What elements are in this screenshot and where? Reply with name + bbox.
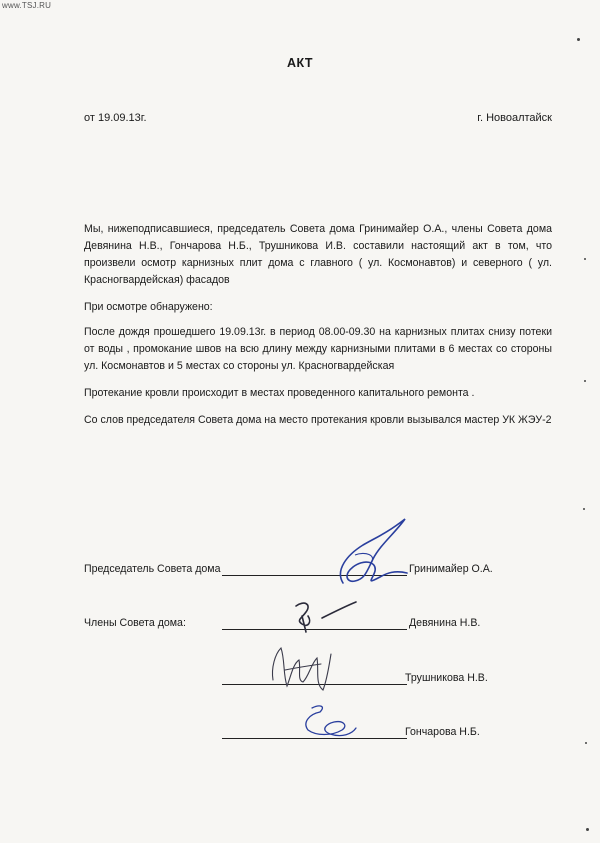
chair-label: Председатель Совета дома xyxy=(84,563,221,575)
chair-name: Гринимайер О.А. xyxy=(409,563,493,575)
document-city: г. Новоалтайск xyxy=(477,112,552,124)
member-3-signature xyxy=(290,700,360,745)
member-2-signature xyxy=(265,640,345,700)
chair-signature xyxy=(325,515,415,590)
scan-speck xyxy=(585,742,587,744)
member-2-name: Трушникова Н.В. xyxy=(405,672,488,684)
member-3-name: Гончарова Н.Б. xyxy=(405,726,480,738)
watermark: www.TSJ.RU xyxy=(2,1,52,10)
paragraph-roof-leak: Протекание кровли происходит в местах проведенного капитального ремонта . xyxy=(84,387,475,399)
member-1-signature xyxy=(290,596,360,636)
scan-speck xyxy=(584,258,586,260)
scan-speck xyxy=(583,508,585,510)
member-1-name: Девянина Н.В. xyxy=(409,617,481,629)
scan-speck xyxy=(584,380,586,382)
paragraph-intro: Мы, нижеподписавшиеся, председатель Совета дома Гринимайер О.А., члены Совета дома Девянина Н.В., Гончарова Н.Б., Трушникова И.В. составили настоящий акт в том, что произвели осмотр карнизных плит дома с главного ( ул. Космонавтов) и северного ( ул. Красногвардейская) фасадов xyxy=(84,223,552,286)
paragraph-master-called: Со слов председателя Совета дома на место протекания кровли вызывался мастер УК ЖЭУ-2 xyxy=(84,414,552,426)
document-date: от 19.09.13г. xyxy=(84,112,147,124)
paragraph-findings-heading: При осмотре обнаружено: xyxy=(84,301,213,313)
scan-speck xyxy=(577,38,580,41)
members-label: Члены Совета дома: xyxy=(84,617,186,629)
paragraph-findings: После дождя прошедшего 19.09.13г. в период 08.00-09.30 на карнизных плитах снизу потеки от воды , промокание швов на всю длину между карнизными плитами в 6 местах со стороны ул. Космонавтов и 5 местах со стороны ул. Красногвардейская xyxy=(84,326,552,372)
scan-speck xyxy=(586,828,589,831)
document-body xyxy=(84,221,552,439)
document-title: АКТ xyxy=(286,56,314,70)
